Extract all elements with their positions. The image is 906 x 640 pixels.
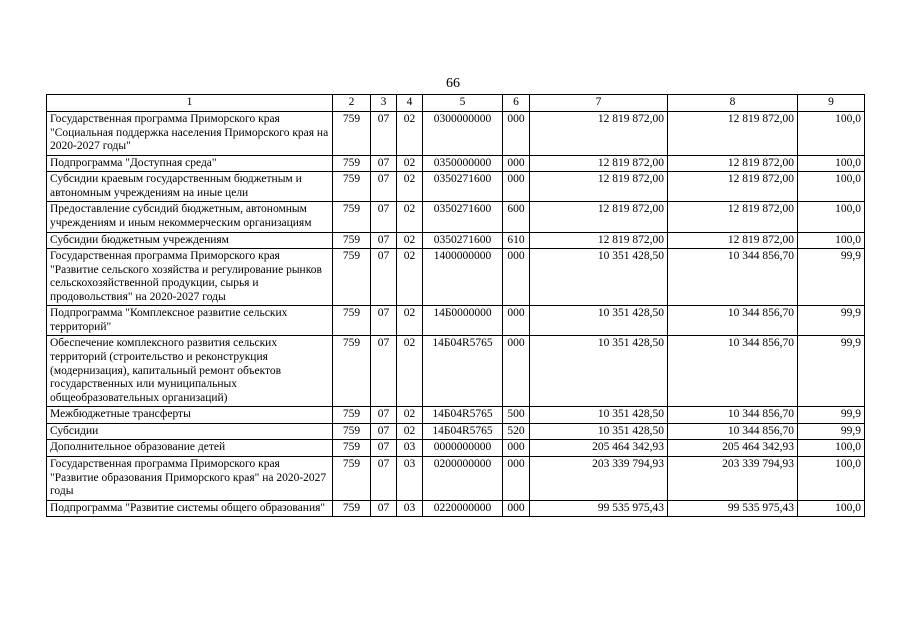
execution-percent-cell: 100,0 xyxy=(798,456,865,500)
item-name-cell: Государственная программа Приморского края "Развитие образования Приморского края" на 2020-2027 годы xyxy=(47,456,333,500)
expense-type-cell: 000 xyxy=(503,172,530,202)
budget-table xyxy=(46,94,865,517)
item-name-cell: Подпрограмма "Развитие системы общего образования" xyxy=(47,500,333,517)
target-article-cell: 0350271600 xyxy=(423,202,503,232)
item-name-cell: Предоставление субсидий бюджетным, автономным учреждениям и иным некоммерческим организациям xyxy=(47,202,333,232)
section-code-cell: 07 xyxy=(371,202,397,232)
section-code-cell: 07 xyxy=(371,456,397,500)
execution-percent-cell: 100,0 xyxy=(798,172,865,202)
table-row xyxy=(47,456,865,500)
table-row xyxy=(47,172,865,202)
ministry-code-cell: 759 xyxy=(333,423,371,440)
target-article-cell: 14Б0000000 xyxy=(423,306,503,336)
column-header: 9 xyxy=(798,95,865,112)
target-article-cell: 0300000000 xyxy=(423,112,503,156)
executed-amount-cell: 10 344 856,70 xyxy=(668,249,798,306)
column-header: 7 xyxy=(530,95,668,112)
target-article-cell: 0000000000 xyxy=(423,440,503,457)
section-code-cell: 07 xyxy=(371,500,397,517)
expense-type-cell: 000 xyxy=(503,306,530,336)
column-header: 4 xyxy=(397,95,423,112)
execution-percent-cell: 100,0 xyxy=(798,155,865,172)
executed-amount-cell: 99 535 975,43 xyxy=(668,500,798,517)
expense-type-cell: 500 xyxy=(503,407,530,424)
ministry-code-cell: 759 xyxy=(333,306,371,336)
subsection-code-cell: 02 xyxy=(397,172,423,202)
planned-amount-cell: 12 819 872,00 xyxy=(530,202,668,232)
section-code-cell: 07 xyxy=(371,172,397,202)
expense-type-cell: 610 xyxy=(503,232,530,249)
planned-amount-cell: 10 351 428,50 xyxy=(530,306,668,336)
expense-type-cell: 600 xyxy=(503,202,530,232)
executed-amount-cell: 203 339 794,93 xyxy=(668,456,798,500)
item-name-cell: Обеспечение комплексного развития сельских территорий (строительство и реконструкция (модернизация), капитальный ремонт объектов государственных или муниципальных общеобразовательных организаций) xyxy=(47,336,333,407)
execution-percent-cell: 99,9 xyxy=(798,423,865,440)
column-header: 5 xyxy=(423,95,503,112)
subsection-code-cell: 03 xyxy=(397,440,423,457)
table-header-row xyxy=(47,95,865,112)
subsection-code-cell: 03 xyxy=(397,500,423,517)
column-header: 3 xyxy=(371,95,397,112)
planned-amount-cell: 10 351 428,50 xyxy=(530,336,668,407)
planned-amount-cell: 10 351 428,50 xyxy=(530,407,668,424)
item-name-cell: Государственная программа Приморского края "Развитие сельского хозяйства и регулирование рынков сельскохозяйственной продукции, сырья и продовольствия" на 2020-2027 годы xyxy=(47,249,333,306)
table-row xyxy=(47,112,865,156)
execution-percent-cell: 100,0 xyxy=(798,500,865,517)
ministry-code-cell: 759 xyxy=(333,336,371,407)
executed-amount-cell: 12 819 872,00 xyxy=(668,112,798,156)
column-header: 1 xyxy=(47,95,333,112)
table-body xyxy=(47,112,865,517)
subsection-code-cell: 02 xyxy=(397,336,423,407)
target-article-cell: 0350271600 xyxy=(423,172,503,202)
table-row xyxy=(47,232,865,249)
execution-percent-cell: 100,0 xyxy=(798,112,865,156)
executed-amount-cell: 12 819 872,00 xyxy=(668,172,798,202)
ministry-code-cell: 759 xyxy=(333,202,371,232)
table-row xyxy=(47,306,865,336)
section-code-cell: 07 xyxy=(371,336,397,407)
item-name-cell: Государственная программа Приморского края "Социальная поддержка населения Приморского края на 2020-2027 годы" xyxy=(47,112,333,156)
execution-percent-cell: 99,9 xyxy=(798,336,865,407)
expense-type-cell: 000 xyxy=(503,112,530,156)
table-row xyxy=(47,155,865,172)
section-code-cell: 07 xyxy=(371,155,397,172)
execution-percent-cell: 99,9 xyxy=(798,306,865,336)
planned-amount-cell: 10 351 428,50 xyxy=(530,423,668,440)
planned-amount-cell: 10 351 428,50 xyxy=(530,249,668,306)
executed-amount-cell: 12 819 872,00 xyxy=(668,202,798,232)
execution-percent-cell: 99,9 xyxy=(798,407,865,424)
executed-amount-cell: 12 819 872,00 xyxy=(668,155,798,172)
planned-amount-cell: 99 535 975,43 xyxy=(530,500,668,517)
table-row xyxy=(47,423,865,440)
column-header: 2 xyxy=(333,95,371,112)
execution-percent-cell: 100,0 xyxy=(798,232,865,249)
ministry-code-cell: 759 xyxy=(333,112,371,156)
subsection-code-cell: 02 xyxy=(397,249,423,306)
expense-type-cell: 000 xyxy=(503,155,530,172)
planned-amount-cell: 12 819 872,00 xyxy=(530,112,668,156)
target-article-cell: 1400000000 xyxy=(423,249,503,306)
executed-amount-cell: 10 344 856,70 xyxy=(668,407,798,424)
ministry-code-cell: 759 xyxy=(333,500,371,517)
planned-amount-cell: 12 819 872,00 xyxy=(530,155,668,172)
table-row xyxy=(47,336,865,407)
section-code-cell: 07 xyxy=(371,112,397,156)
table-row xyxy=(47,249,865,306)
table-row xyxy=(47,500,865,517)
executed-amount-cell: 10 344 856,70 xyxy=(668,306,798,336)
item-name-cell: Подпрограмма "Доступная среда" xyxy=(47,155,333,172)
planned-amount-cell: 12 819 872,00 xyxy=(530,172,668,202)
subsection-code-cell: 02 xyxy=(397,112,423,156)
executed-amount-cell: 12 819 872,00 xyxy=(668,232,798,249)
item-name-cell: Межбюджетные трансферты xyxy=(47,407,333,424)
item-name-cell: Субсидии xyxy=(47,423,333,440)
executed-amount-cell: 205 464 342,93 xyxy=(668,440,798,457)
section-code-cell: 07 xyxy=(371,440,397,457)
section-code-cell: 07 xyxy=(371,249,397,306)
ministry-code-cell: 759 xyxy=(333,232,371,249)
planned-amount-cell: 203 339 794,93 xyxy=(530,456,668,500)
execution-percent-cell: 100,0 xyxy=(798,202,865,232)
execution-percent-cell: 100,0 xyxy=(798,440,865,457)
target-article-cell: 14Б04R5765 xyxy=(423,407,503,424)
subsection-code-cell: 02 xyxy=(397,306,423,336)
page-number: 66 xyxy=(446,76,460,91)
item-name-cell: Субсидии бюджетным учреждениям xyxy=(47,232,333,249)
section-code-cell: 07 xyxy=(371,306,397,336)
item-name-cell: Дополнительное образование детей xyxy=(47,440,333,457)
item-name-cell: Подпрограмма "Комплексное развитие сельских территорий" xyxy=(47,306,333,336)
execution-percent-cell: 99,9 xyxy=(798,249,865,306)
expense-type-cell: 520 xyxy=(503,423,530,440)
ministry-code-cell: 759 xyxy=(333,456,371,500)
expense-type-cell: 000 xyxy=(503,440,530,457)
target-article-cell: 0220000000 xyxy=(423,500,503,517)
planned-amount-cell: 12 819 872,00 xyxy=(530,232,668,249)
executed-amount-cell: 10 344 856,70 xyxy=(668,336,798,407)
table-row xyxy=(47,407,865,424)
subsection-code-cell: 02 xyxy=(397,155,423,172)
subsection-code-cell: 02 xyxy=(397,202,423,232)
planned-amount-cell: 205 464 342,93 xyxy=(530,440,668,457)
subsection-code-cell: 02 xyxy=(397,407,423,424)
expense-type-cell: 000 xyxy=(503,249,530,306)
ministry-code-cell: 759 xyxy=(333,155,371,172)
ministry-code-cell: 759 xyxy=(333,440,371,457)
ministry-code-cell: 759 xyxy=(333,249,371,306)
section-code-cell: 07 xyxy=(371,423,397,440)
target-article-cell: 14Б04R5765 xyxy=(423,336,503,407)
subsection-code-cell: 03 xyxy=(397,456,423,500)
section-code-cell: 07 xyxy=(371,232,397,249)
target-article-cell: 14Б04R5765 xyxy=(423,423,503,440)
subsection-code-cell: 02 xyxy=(397,423,423,440)
ministry-code-cell: 759 xyxy=(333,172,371,202)
target-article-cell: 0350000000 xyxy=(423,155,503,172)
column-header: 6 xyxy=(503,95,530,112)
subsection-code-cell: 02 xyxy=(397,232,423,249)
ministry-code-cell: 759 xyxy=(333,407,371,424)
column-header: 8 xyxy=(668,95,798,112)
table-row xyxy=(47,440,865,457)
section-code-cell: 07 xyxy=(371,407,397,424)
item-name-cell: Субсидии краевым государственным бюджетным и автономным учреждениям на иные цели xyxy=(47,172,333,202)
table-row xyxy=(47,202,865,232)
executed-amount-cell: 10 344 856,70 xyxy=(668,423,798,440)
target-article-cell: 0200000000 xyxy=(423,456,503,500)
expense-type-cell: 000 xyxy=(503,336,530,407)
expense-type-cell: 000 xyxy=(503,456,530,500)
expense-type-cell: 000 xyxy=(503,500,530,517)
target-article-cell: 0350271600 xyxy=(423,232,503,249)
